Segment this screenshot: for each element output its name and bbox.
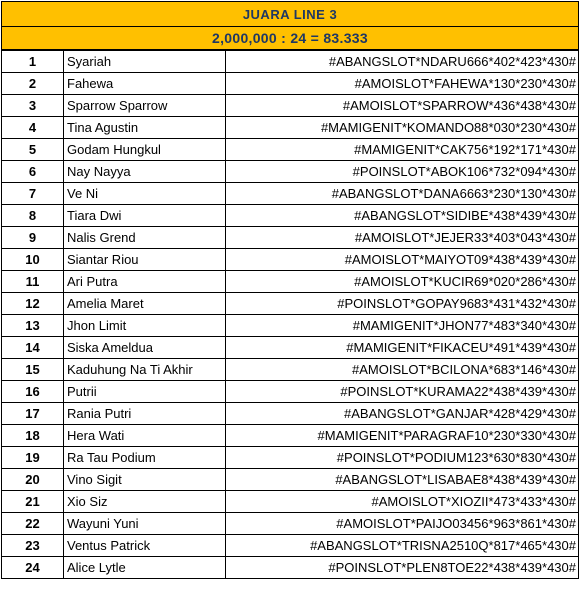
- winner-code: #POINSLOT*KURAMA22*438*439*430#: [226, 381, 579, 403]
- winner-code: #ABANGSLOT*SIDIBE*438*439*430#: [226, 205, 579, 227]
- winner-code: #POINSLOT*ABOK106*732*094*430#: [226, 161, 579, 183]
- winner-name: Nay Nayya: [64, 161, 226, 183]
- winner-name: Siska Ameldua: [64, 337, 226, 359]
- row-number: 14: [2, 337, 64, 359]
- winner-name: Alice Lytle: [64, 557, 226, 579]
- winner-code: #POINSLOT*PLEN8TOE22*438*439*430#: [226, 557, 579, 579]
- winners-table-body: [2, 51, 579, 579]
- row-number: 15: [2, 359, 64, 381]
- table-row: [2, 161, 579, 183]
- table-row: [2, 403, 579, 425]
- winner-name: Godam Hungkul: [64, 139, 226, 161]
- winner-code: #POINSLOT*PODIUM123*630*830*430#: [226, 447, 579, 469]
- winner-code: #AMOISLOT*FAHEWA*130*230*430#: [226, 73, 579, 95]
- row-number: 19: [2, 447, 64, 469]
- winner-code: #ABANGSLOT*TRISNA2510Q*817*465*430#: [226, 535, 579, 557]
- winner-code: #MAMIGENIT*JHON77*483*340*430#: [226, 315, 579, 337]
- row-number: 9: [2, 227, 64, 249]
- table-row: [2, 227, 579, 249]
- winner-name: Nalis Grend: [64, 227, 226, 249]
- table-row: [2, 95, 579, 117]
- winner-code: #MAMIGENIT*KOMANDO88*030*230*430#: [226, 117, 579, 139]
- winner-code: #MAMIGENIT*CAK756*192*171*430#: [226, 139, 579, 161]
- row-number: 3: [2, 95, 64, 117]
- row-number: 10: [2, 249, 64, 271]
- table-row: [2, 139, 579, 161]
- table-row: [2, 293, 579, 315]
- winner-code: #ABANGSLOT*NDARU666*402*423*430#: [226, 51, 579, 73]
- row-number: 23: [2, 535, 64, 557]
- winner-name: Syariah: [64, 51, 226, 73]
- row-number: 7: [2, 183, 64, 205]
- table-row: [2, 249, 579, 271]
- winner-name: Vino Sigit: [64, 469, 226, 491]
- table-row: [2, 359, 579, 381]
- winner-name: Fahewa: [64, 73, 226, 95]
- table-row: [2, 73, 579, 95]
- table-row: [2, 117, 579, 139]
- table-row: [2, 513, 579, 535]
- table-row: [2, 51, 579, 73]
- winner-name: Putrii: [64, 381, 226, 403]
- prize-split-formula: 2,000,000 : 24 = 83.333: [1, 27, 579, 50]
- winner-code: #ABANGSLOT*GANJAR*428*429*430#: [226, 403, 579, 425]
- winner-name: Xio Siz: [64, 491, 226, 513]
- winner-name: Tiara Dwi: [64, 205, 226, 227]
- winners-table: [1, 50, 579, 579]
- row-number: 17: [2, 403, 64, 425]
- winner-name: Tina Agustin: [64, 117, 226, 139]
- table-row: [2, 271, 579, 293]
- winner-name: Amelia Maret: [64, 293, 226, 315]
- winner-name: Wayuni Yuni: [64, 513, 226, 535]
- winner-name: Ve Ni: [64, 183, 226, 205]
- winner-code: #AMOISLOT*JEJER33*403*043*430#: [226, 227, 579, 249]
- winner-code: #ABANGSLOT*DANA6663*230*130*430#: [226, 183, 579, 205]
- row-number: 16: [2, 381, 64, 403]
- table-row: [2, 337, 579, 359]
- table-row: [2, 557, 579, 579]
- row-number: 12: [2, 293, 64, 315]
- row-number: 11: [2, 271, 64, 293]
- sheet-title: JUARA LINE 3: [1, 1, 579, 27]
- table-row: [2, 491, 579, 513]
- row-number: 21: [2, 491, 64, 513]
- winner-name: Ventus Patrick: [64, 535, 226, 557]
- row-number: 4: [2, 117, 64, 139]
- table-row: [2, 315, 579, 337]
- table-row: [2, 381, 579, 403]
- winner-code: #POINSLOT*GOPAY9683*431*432*430#: [226, 293, 579, 315]
- winner-name: Kaduhung Na Ti Akhir: [64, 359, 226, 381]
- row-number: 20: [2, 469, 64, 491]
- winner-code: #MAMIGENIT*FIKACEU*491*439*430#: [226, 337, 579, 359]
- table-row: [2, 469, 579, 491]
- row-number: 22: [2, 513, 64, 535]
- winner-code: #AMOISLOT*BCILONA*683*146*430#: [226, 359, 579, 381]
- winner-code: #AMOISLOT*XIOZII*473*433*430#: [226, 491, 579, 513]
- table-row: [2, 425, 579, 447]
- table-row: [2, 535, 579, 557]
- row-number: 5: [2, 139, 64, 161]
- table-row: [2, 205, 579, 227]
- winner-code: #AMOISLOT*SPARROW*436*438*430#: [226, 95, 579, 117]
- row-number: 8: [2, 205, 64, 227]
- winner-name: Ari Putra: [64, 271, 226, 293]
- row-number: 24: [2, 557, 64, 579]
- winner-code: #AMOISLOT*PAIJO03456*963*861*430#: [226, 513, 579, 535]
- row-number: 1: [2, 51, 64, 73]
- winner-code: #AMOISLOT*KUCIR69*020*286*430#: [226, 271, 579, 293]
- row-number: 13: [2, 315, 64, 337]
- winner-name: Sparrow Sparrow: [64, 95, 226, 117]
- winner-code: #AMOISLOT*MAIYOT09*438*439*430#: [226, 249, 579, 271]
- row-number: 2: [2, 73, 64, 95]
- winner-name: Siantar Riou: [64, 249, 226, 271]
- winner-code: #ABANGSLOT*LISABAE8*438*439*430#: [226, 469, 579, 491]
- winner-name: Jhon Limit: [64, 315, 226, 337]
- winners-sheet: [1, 1, 579, 579]
- winner-name: Rania Putri: [64, 403, 226, 425]
- row-number: 18: [2, 425, 64, 447]
- winner-name: Hera Wati: [64, 425, 226, 447]
- winner-code: #MAMIGENIT*PARAGRAF10*230*330*430#: [226, 425, 579, 447]
- winner-name: Ra Tau Podium: [64, 447, 226, 469]
- row-number: 6: [2, 161, 64, 183]
- table-row: [2, 447, 579, 469]
- table-row: [2, 183, 579, 205]
